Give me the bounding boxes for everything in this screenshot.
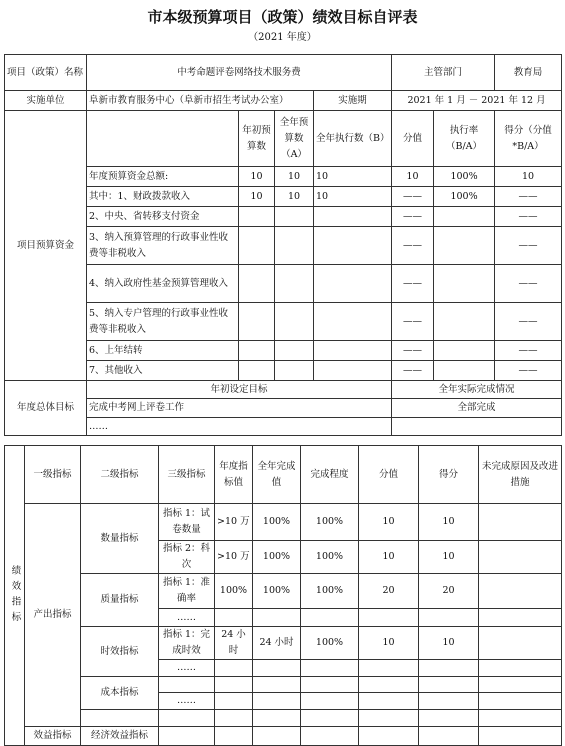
cell-exec: 10: [314, 167, 392, 187]
dept-label: 主管部门: [392, 55, 495, 91]
row-label: 其中：1、财政拨款收入: [87, 187, 239, 207]
budget-section-label: 项目预算资金: [5, 111, 87, 381]
cell-got: ——: [495, 361, 562, 381]
goals-col-set: 年初设定目标: [87, 381, 392, 399]
quantity-label: 数量指标: [81, 504, 159, 574]
t1-done: 24 小时: [253, 627, 301, 660]
cell-initial: [239, 227, 275, 265]
row-label: 5、纳入专户管理的行政事业性收费等非税收入: [87, 303, 239, 341]
cell-rate: [434, 265, 495, 303]
q2-got: 10: [419, 541, 479, 574]
row-label: 6、上年结转: [87, 341, 239, 361]
ql1-got: 20: [419, 574, 479, 609]
q1-target: >10 万: [215, 504, 253, 541]
cell-full: [275, 361, 314, 381]
row-label: 7、其他收入: [87, 361, 239, 381]
row-label: 3、纳入预算管理的行政事业性收费等非税收入: [87, 227, 239, 265]
cell-full: [275, 227, 314, 265]
row-label: 年度预算资金总额:: [87, 167, 239, 187]
project-name: 中考命题评卷网络技术服务费: [87, 55, 392, 91]
goals-col-actual: 全年实际完成情况: [392, 381, 562, 399]
cell-full: [275, 303, 314, 341]
cell-rate: [434, 303, 495, 341]
cell-rate: [434, 207, 495, 227]
cell-rate: 100%: [434, 187, 495, 207]
q1-name: 指标 1：试卷数量: [159, 504, 215, 541]
cell-exec: 10: [314, 187, 392, 207]
cell-score: ——: [392, 207, 434, 227]
cell-initial: 10: [239, 167, 275, 187]
cell-full: [275, 207, 314, 227]
t1-score: 10: [359, 627, 419, 660]
t1-degree: 100%: [301, 627, 359, 660]
q2-name: 指标 2：科次: [159, 541, 215, 574]
cell-got: ——: [495, 227, 562, 265]
project-name-label: 项目（政策）名称: [5, 55, 87, 91]
time-label: 时效指标: [81, 627, 159, 677]
budget-table: [4, 54, 562, 436]
cell-initial: [239, 207, 275, 227]
cell-initial: [239, 341, 275, 361]
q2-score: 10: [359, 541, 419, 574]
h-done: 全年完成值: [253, 446, 301, 504]
cell-got: ——: [495, 303, 562, 341]
col-got: 得分（分值*B/A）: [495, 111, 562, 167]
cell-score: ——: [392, 303, 434, 341]
table-row: [5, 341, 562, 361]
output-label: 产出指标: [25, 504, 81, 727]
col-score: 分值: [392, 111, 434, 167]
col-initial: 年初预算数: [239, 111, 275, 167]
cell-got: 10: [495, 167, 562, 187]
unit-label: 实施单位: [5, 91, 87, 111]
cell-score: ——: [392, 265, 434, 303]
period-label: 实施期: [314, 91, 392, 111]
cost-label: 成本指标: [81, 677, 159, 710]
period-value: 2021 年 1 月 － 2021 年 12 月: [392, 91, 562, 111]
cell-score: ——: [392, 227, 434, 265]
performance-table: [4, 445, 562, 746]
h-reason: 未完成原因及改进措施: [479, 446, 562, 504]
ql1-score: 20: [359, 574, 419, 609]
row-label: 4、纳入政府性基金预算管理收入: [87, 265, 239, 303]
cell-exec: [314, 207, 392, 227]
t-ellipsis: ……: [159, 660, 215, 677]
benefit-label: 效益指标: [25, 727, 81, 746]
cell-score: ——: [392, 187, 434, 207]
econ-label: 经济效益指标: [81, 727, 159, 746]
unit-value: 阜新市教育服务中心（阜新市招生考试办公室）: [87, 91, 314, 111]
cell-initial: 10: [239, 187, 275, 207]
table-row: [5, 187, 562, 207]
cell-exec: [314, 227, 392, 265]
cell-rate: [434, 341, 495, 361]
row-label: 2、中央、省转移支付资金: [87, 207, 239, 227]
q1-done: 100%: [253, 504, 301, 541]
cell-got: ——: [495, 207, 562, 227]
h-level2: 二级指标: [81, 446, 159, 504]
cell-exec: [314, 265, 392, 303]
col-full: 全年预算数（A）: [275, 111, 314, 167]
cell-full: 10: [275, 167, 314, 187]
cell-initial: [239, 265, 275, 303]
h-level3: 三级指标: [159, 446, 215, 504]
cell-got: ——: [495, 187, 562, 207]
q1-score: 10: [359, 504, 419, 541]
h-got: 得分: [419, 446, 479, 504]
goal-actual-1: 全部完成: [392, 399, 562, 418]
goal-set-2: ……: [87, 418, 392, 436]
h-target: 年度指标值: [215, 446, 253, 504]
q2-target: >10 万: [215, 541, 253, 574]
table-row: [5, 303, 562, 341]
q2-done: 100%: [253, 541, 301, 574]
cell-rate: 100%: [434, 167, 495, 187]
cost-ellipsis: ……: [159, 693, 215, 710]
ql1-done: 100%: [253, 574, 301, 609]
h-degree: 完成程度: [301, 446, 359, 504]
cell-rate: [434, 361, 495, 381]
h-score: 分值: [359, 446, 419, 504]
cell-full: [275, 341, 314, 361]
ql1-degree: 100%: [301, 574, 359, 609]
cell-score: 10: [392, 167, 434, 187]
cell-got: ——: [495, 265, 562, 303]
cell-initial: [239, 303, 275, 341]
cell-score: ——: [392, 361, 434, 381]
cell-initial: [239, 361, 275, 381]
goal-set-1: 完成中考网上评卷工作: [87, 399, 392, 418]
table-row: [5, 361, 562, 381]
col-rate: 执行率（B/A）: [434, 111, 495, 167]
table-row: [5, 167, 562, 187]
cell-exec: [314, 341, 392, 361]
ql-ellipsis: ……: [159, 609, 215, 627]
q2-degree: 100%: [301, 541, 359, 574]
col-exec: 全年执行数（B）: [314, 111, 392, 167]
quality-label: 质量指标: [81, 574, 159, 627]
table-row: [5, 265, 562, 303]
cell-exec: [314, 303, 392, 341]
table-row: [5, 207, 562, 227]
page-title: 市本级预算项目（政策）绩效目标自评表: [147, 8, 418, 26]
q1-got: 10: [419, 504, 479, 541]
dept-value: 教育局: [495, 55, 562, 91]
h-level1: 一级指标: [25, 446, 81, 504]
ql1-name: 指标 1：准确率: [159, 574, 215, 609]
cell-full: 10: [275, 187, 314, 207]
cell-exec: [314, 361, 392, 381]
report-year: （2021 年度）: [248, 32, 317, 43]
perf-section-label: 绩效指标: [5, 446, 25, 746]
table-row: [5, 227, 562, 265]
cell-score: ——: [392, 341, 434, 361]
t1-got: 10: [419, 627, 479, 660]
t1-name: 指标 1：完成时效: [159, 627, 215, 660]
goals-section-label: 年度总体目标: [5, 381, 87, 436]
t1-target: 24 小时: [215, 627, 253, 660]
cell-rate: [434, 227, 495, 265]
ql1-target: 100%: [215, 574, 253, 609]
cell-got: ——: [495, 341, 562, 361]
q1-degree: 100%: [301, 504, 359, 541]
cell-full: [275, 265, 314, 303]
